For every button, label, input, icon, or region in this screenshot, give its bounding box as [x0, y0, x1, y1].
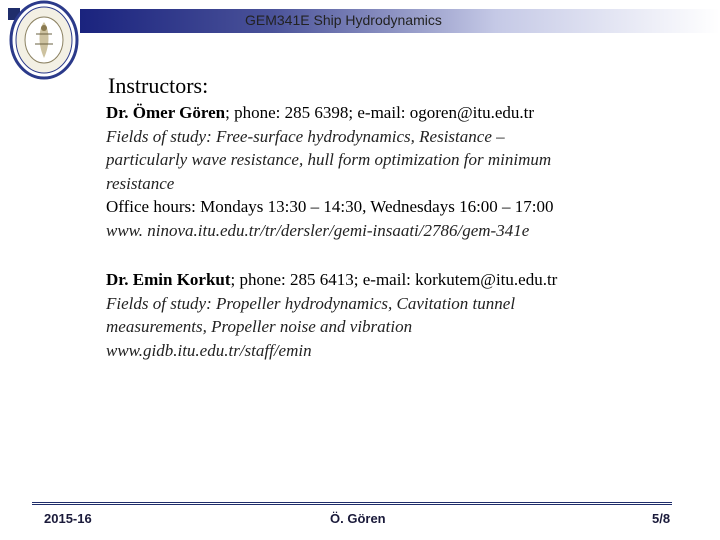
slide-title: GEM341E Ship Hydrodynamics: [245, 12, 442, 28]
instructor-2-block: [106, 268, 666, 362]
instructor-2-contact-line: [106, 268, 666, 292]
instructor-1-contact-line: [106, 101, 666, 125]
footer-page-number: 5/8: [652, 511, 671, 526]
instructor-1-fields-1: Fields of study: Free-surface hydrodynamics, Resistance –: [106, 126, 505, 146]
instructor-2-contact: ; phone: 285 6413; e-mail: korkutem@itu.edu.tr: [230, 270, 558, 289]
instructor-1-fields-2: particularly wave resistance, hull form optimization for minimum: [106, 150, 552, 169]
instructor-1-fields-3: resistance: [106, 173, 175, 193]
instructor-1-name: Dr. Ömer Gören: [106, 103, 226, 122]
footer-author: Ö. Gören: [330, 511, 386, 526]
instructor-2-fields-1: Fields of study: Propeller hydrodynamics, Cavitation tunnel: [106, 293, 516, 313]
instructor-1-office-hours: Office hours: Mondays 13:30 – 14:30, Wednesdays 16:00 – 17:00: [106, 197, 554, 216]
instructor-2-fields-2: measurements, Propeller noise and vibration: [106, 317, 413, 336]
footer-divider: [32, 502, 672, 503]
instructor-2-url[interactable]: www.gidb.itu.edu.tr/staff/emin: [106, 340, 312, 360]
footer-year: 2015-16: [44, 511, 92, 526]
footer-divider-2: [32, 504, 672, 505]
instructor-2-name: Dr. Emin Korkut: [106, 270, 231, 289]
instructors-heading: Instructors:: [108, 73, 209, 98]
university-seal-icon: [8, 0, 80, 82]
instructor-1-url[interactable]: www. ninova.itu.edu.tr/tr/dersler/gemi-insaati/2786/gem-341e: [106, 220, 530, 240]
instructor-1-block: [106, 101, 666, 242]
instructor-1-contact: ; phone: 285 6398; e-mail: ogoren@itu.edu.tr: [225, 103, 535, 122]
